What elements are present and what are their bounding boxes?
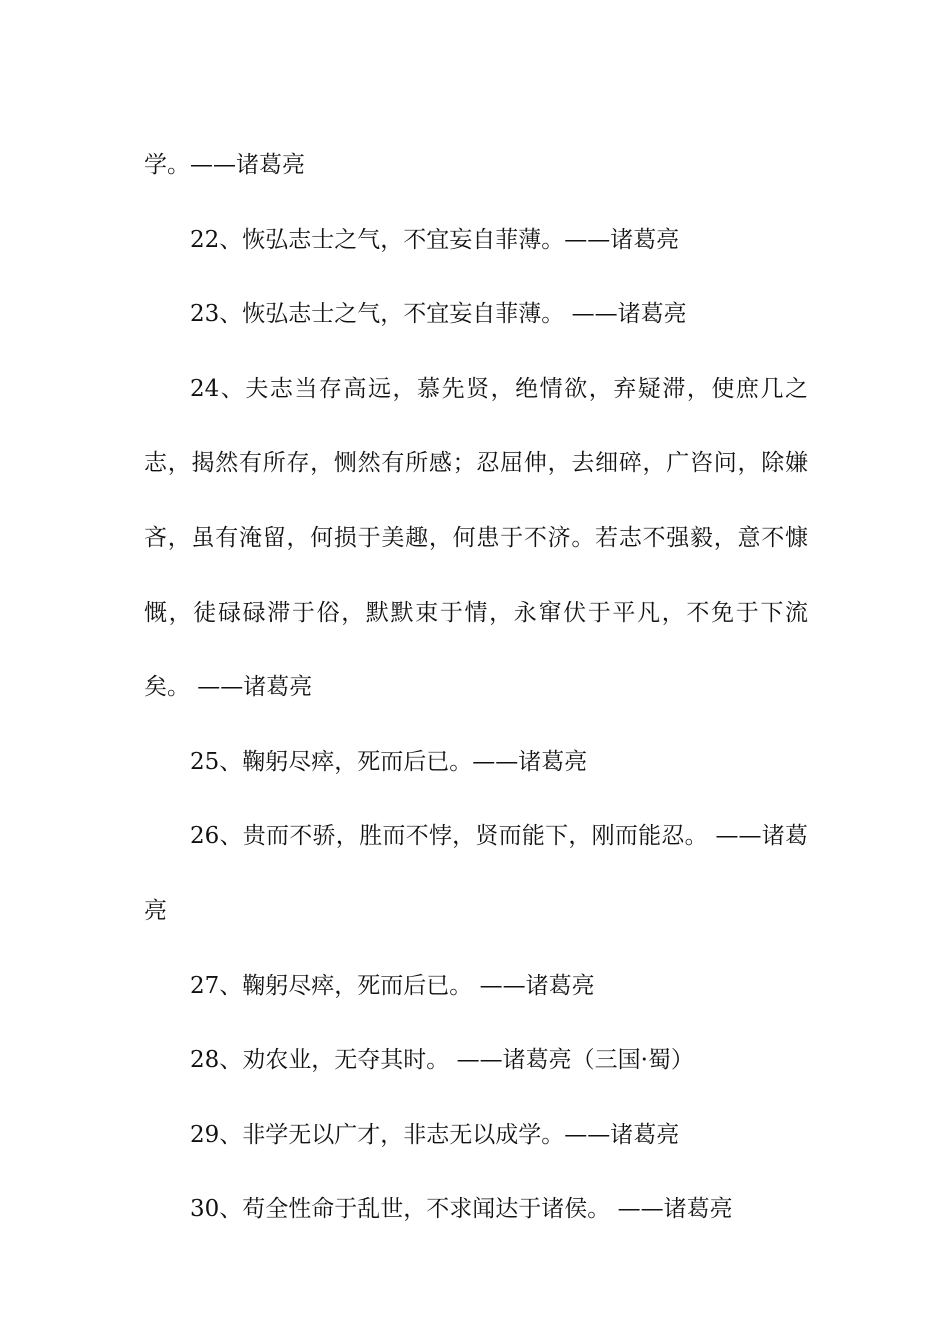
quote-25: 25、鞠躬尽瘁，死而后已。——诸葛亮: [190, 748, 588, 775]
quote-29: 29、非学无以广才，非志无以成学。——诸葛亮: [190, 1121, 680, 1148]
quote-22: 22、恢弘志士之气，不宜妄自菲薄。——诸葛亮: [190, 226, 680, 253]
quote-26: 26、贵而不骄，胜而不悖，贤而能下，刚而能忍。 ——诸葛亮: [144, 823, 808, 924]
quote-30: 30、苟全性命于乱世，不求闻达于诸侯。 ——诸葛亮: [190, 1196, 733, 1223]
document-body: [144, 128, 808, 1247]
quote-27: 27、鞠躬尽瘁，死而后已。 ——诸葛亮: [190, 972, 595, 999]
quote-28: 28、劝农业，无夺其时。 ——诸葛亮（三国·蜀）: [190, 1047, 694, 1074]
paragraph-continuation: 学。——诸葛亮: [144, 152, 305, 178]
quote-23: 23、恢弘志士之气，不宜妄自菲薄。 ——诸葛亮: [190, 301, 687, 328]
quote-24: 24、夫志当存高远，慕先贤，绝情欲，弃疑滞，使庶几之志，揭然有所存，恻然有所感；忍屈伸，去细碎，广咨问，除嫌吝，虽有淹留，何损于美趣，何患于不济。若志不强毅，意不慷慨，徒碌碌滞于俗，默默束于情，永窜伏于平凡，不免于下流矣。 ——诸葛亮: [144, 375, 808, 701]
